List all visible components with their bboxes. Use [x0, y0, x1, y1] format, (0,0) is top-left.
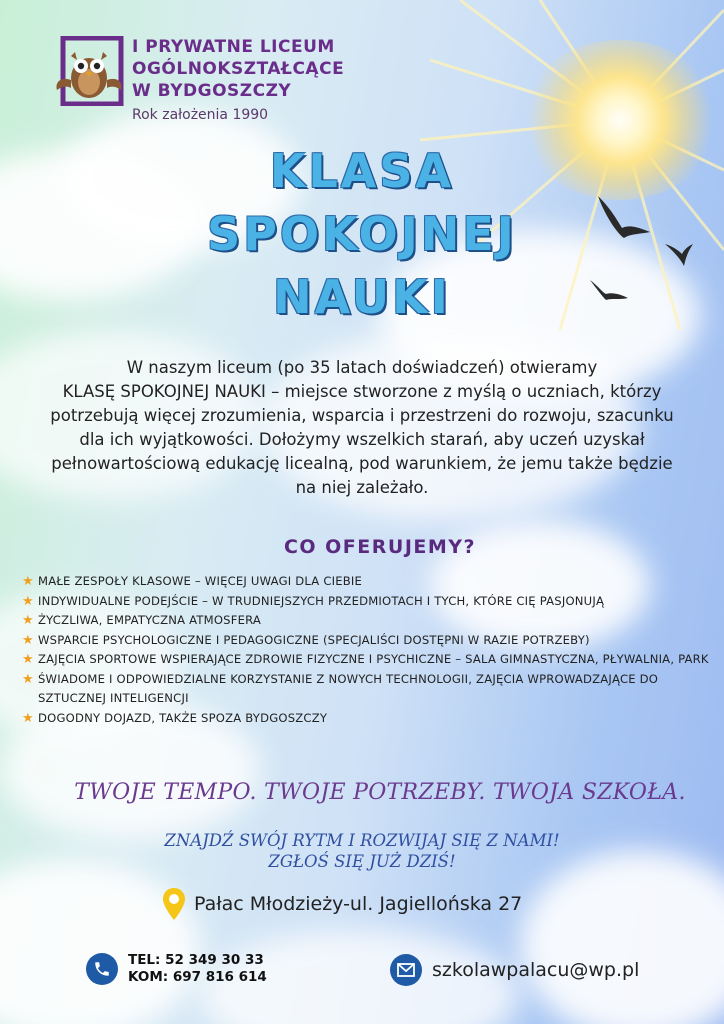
offer-list	[22, 572, 712, 728]
star-icon: ★	[22, 632, 34, 648]
envelope-icon	[390, 954, 422, 986]
list-item	[22, 611, 712, 631]
star-icon: ★	[22, 652, 34, 667]
address-text: Pałac Młodzieży-ul. Jagiellońska 27	[194, 893, 523, 915]
school-name-line: I PRYWATNE LICEUM	[132, 37, 335, 57]
headline	[0, 140, 724, 329]
intro-line: pełnowartościową edukację licealną, pod warunkiem, że jemu także będzie	[51, 454, 673, 473]
star-icon: ★	[22, 593, 34, 609]
intro-line: na niej zależało.	[295, 478, 429, 497]
star-icon: ★	[22, 574, 34, 589]
offer-item-text: WSPARCIE PSYCHOLOGICZNE I PEDAGOGICZNE (SPECJALIŚCI DOSTĘPNI W RAZIE POTRZEBY)	[38, 632, 590, 647]
list-item	[22, 572, 712, 592]
offer-item-text: ZAJĘCIA SPORTOWE WSPIERAJĄCE ZDROWIE FIZYCZNE I PSYCHICZNE – SALA GIMNASTYCZNA, PŁYWALNIA, PARK	[38, 652, 709, 666]
offer-title: CO OFERUJEMY?	[283, 536, 477, 558]
list-item	[22, 631, 712, 651]
founded-year: Rok założenia 1990	[132, 107, 269, 123]
cta-line: ZNAJDŹ SWÓJ RYTM I ROZWIJAJ SIĘ Z NAMI!	[164, 831, 560, 850]
offer-item-text: DOGODNY DOJAZD, TAKŻE SPOZA BYDGOSZCZY	[38, 710, 328, 725]
phone-icon	[86, 953, 118, 985]
email-contact	[390, 954, 639, 986]
slogan: TWOJE TEMPO. TWOJE POTRZEBY. TWOJA SZKOŁA.	[74, 780, 686, 805]
offer-item-text: ŻYCZLIWA, EMPATYCZNA ATMOSFERA	[38, 613, 262, 627]
headline-line: SPOKOJNEJ	[207, 207, 517, 261]
address	[162, 884, 522, 924]
school-name	[132, 36, 344, 102]
location-pin-icon	[162, 887, 186, 921]
star-icon: ★	[22, 613, 34, 628]
headline-line: KLASA	[269, 144, 455, 198]
intro-line: potrzebują więcej zrozumienia, wsparcia i przestrzeni do rozwoju, szacunku	[50, 406, 674, 425]
list-item	[22, 592, 712, 612]
offer-item-text: MAŁE ZESPOŁY KLASOWE – WIĘCEJ UWAGI DLA CIEBIE	[38, 574, 363, 588]
telephone-number[interactable]: TEL: 52 349 30 33	[128, 952, 264, 968]
call-to-action	[0, 830, 724, 872]
list-item	[22, 650, 712, 670]
list-item	[22, 709, 712, 729]
intro-line: W naszym liceum (po 35 latach doświadczeń) otwieramy	[126, 358, 598, 377]
mobile-number[interactable]: KOM: 697 816 614	[128, 969, 267, 985]
email-address[interactable]: szkolawpalacu@wp.pl	[432, 959, 640, 981]
intro-paragraph	[40, 356, 684, 500]
school-name-line: W BYDGOSZCZY	[132, 81, 292, 101]
owl-logo-icon	[55, 36, 125, 106]
school-name-line: OGÓLNOKSZTAŁCĄCE	[132, 59, 345, 79]
intro-line: dla ich wyjątkowości. Dołożymy wszelkich starań, aby uczeń uzyskał	[79, 430, 645, 449]
cta-line: ZGŁOŚ SIĘ JUŻ DZIŚ!	[268, 852, 456, 871]
star-icon: ★	[22, 671, 34, 687]
list-item	[22, 670, 712, 709]
offer-item-text: INDYWIDUALNE PODEJŚCIE – W TRUDNIEJSZYCH PRZEDMIOTACH I TYCH, KTÓRE CIĘ PASJONUJĄ	[38, 593, 605, 608]
headline-line: NAUKI	[273, 270, 451, 324]
intro-line: KLASĘ SPOKOJNEJ NAUKI – miejsce stworzone z myślą o uczniach, którzy	[62, 382, 662, 401]
star-icon: ★	[22, 710, 34, 726]
phone-contact	[86, 952, 267, 986]
offer-item-text: ŚWIADOME I ODPOWIEDZIALNE KORZYSTANIE Z NOWYCH TECHNOLOGII, ZAJĘCIA WPROWADZAJĄCE DO SZTUCZNEJ INTELIGENCJI	[38, 671, 659, 705]
